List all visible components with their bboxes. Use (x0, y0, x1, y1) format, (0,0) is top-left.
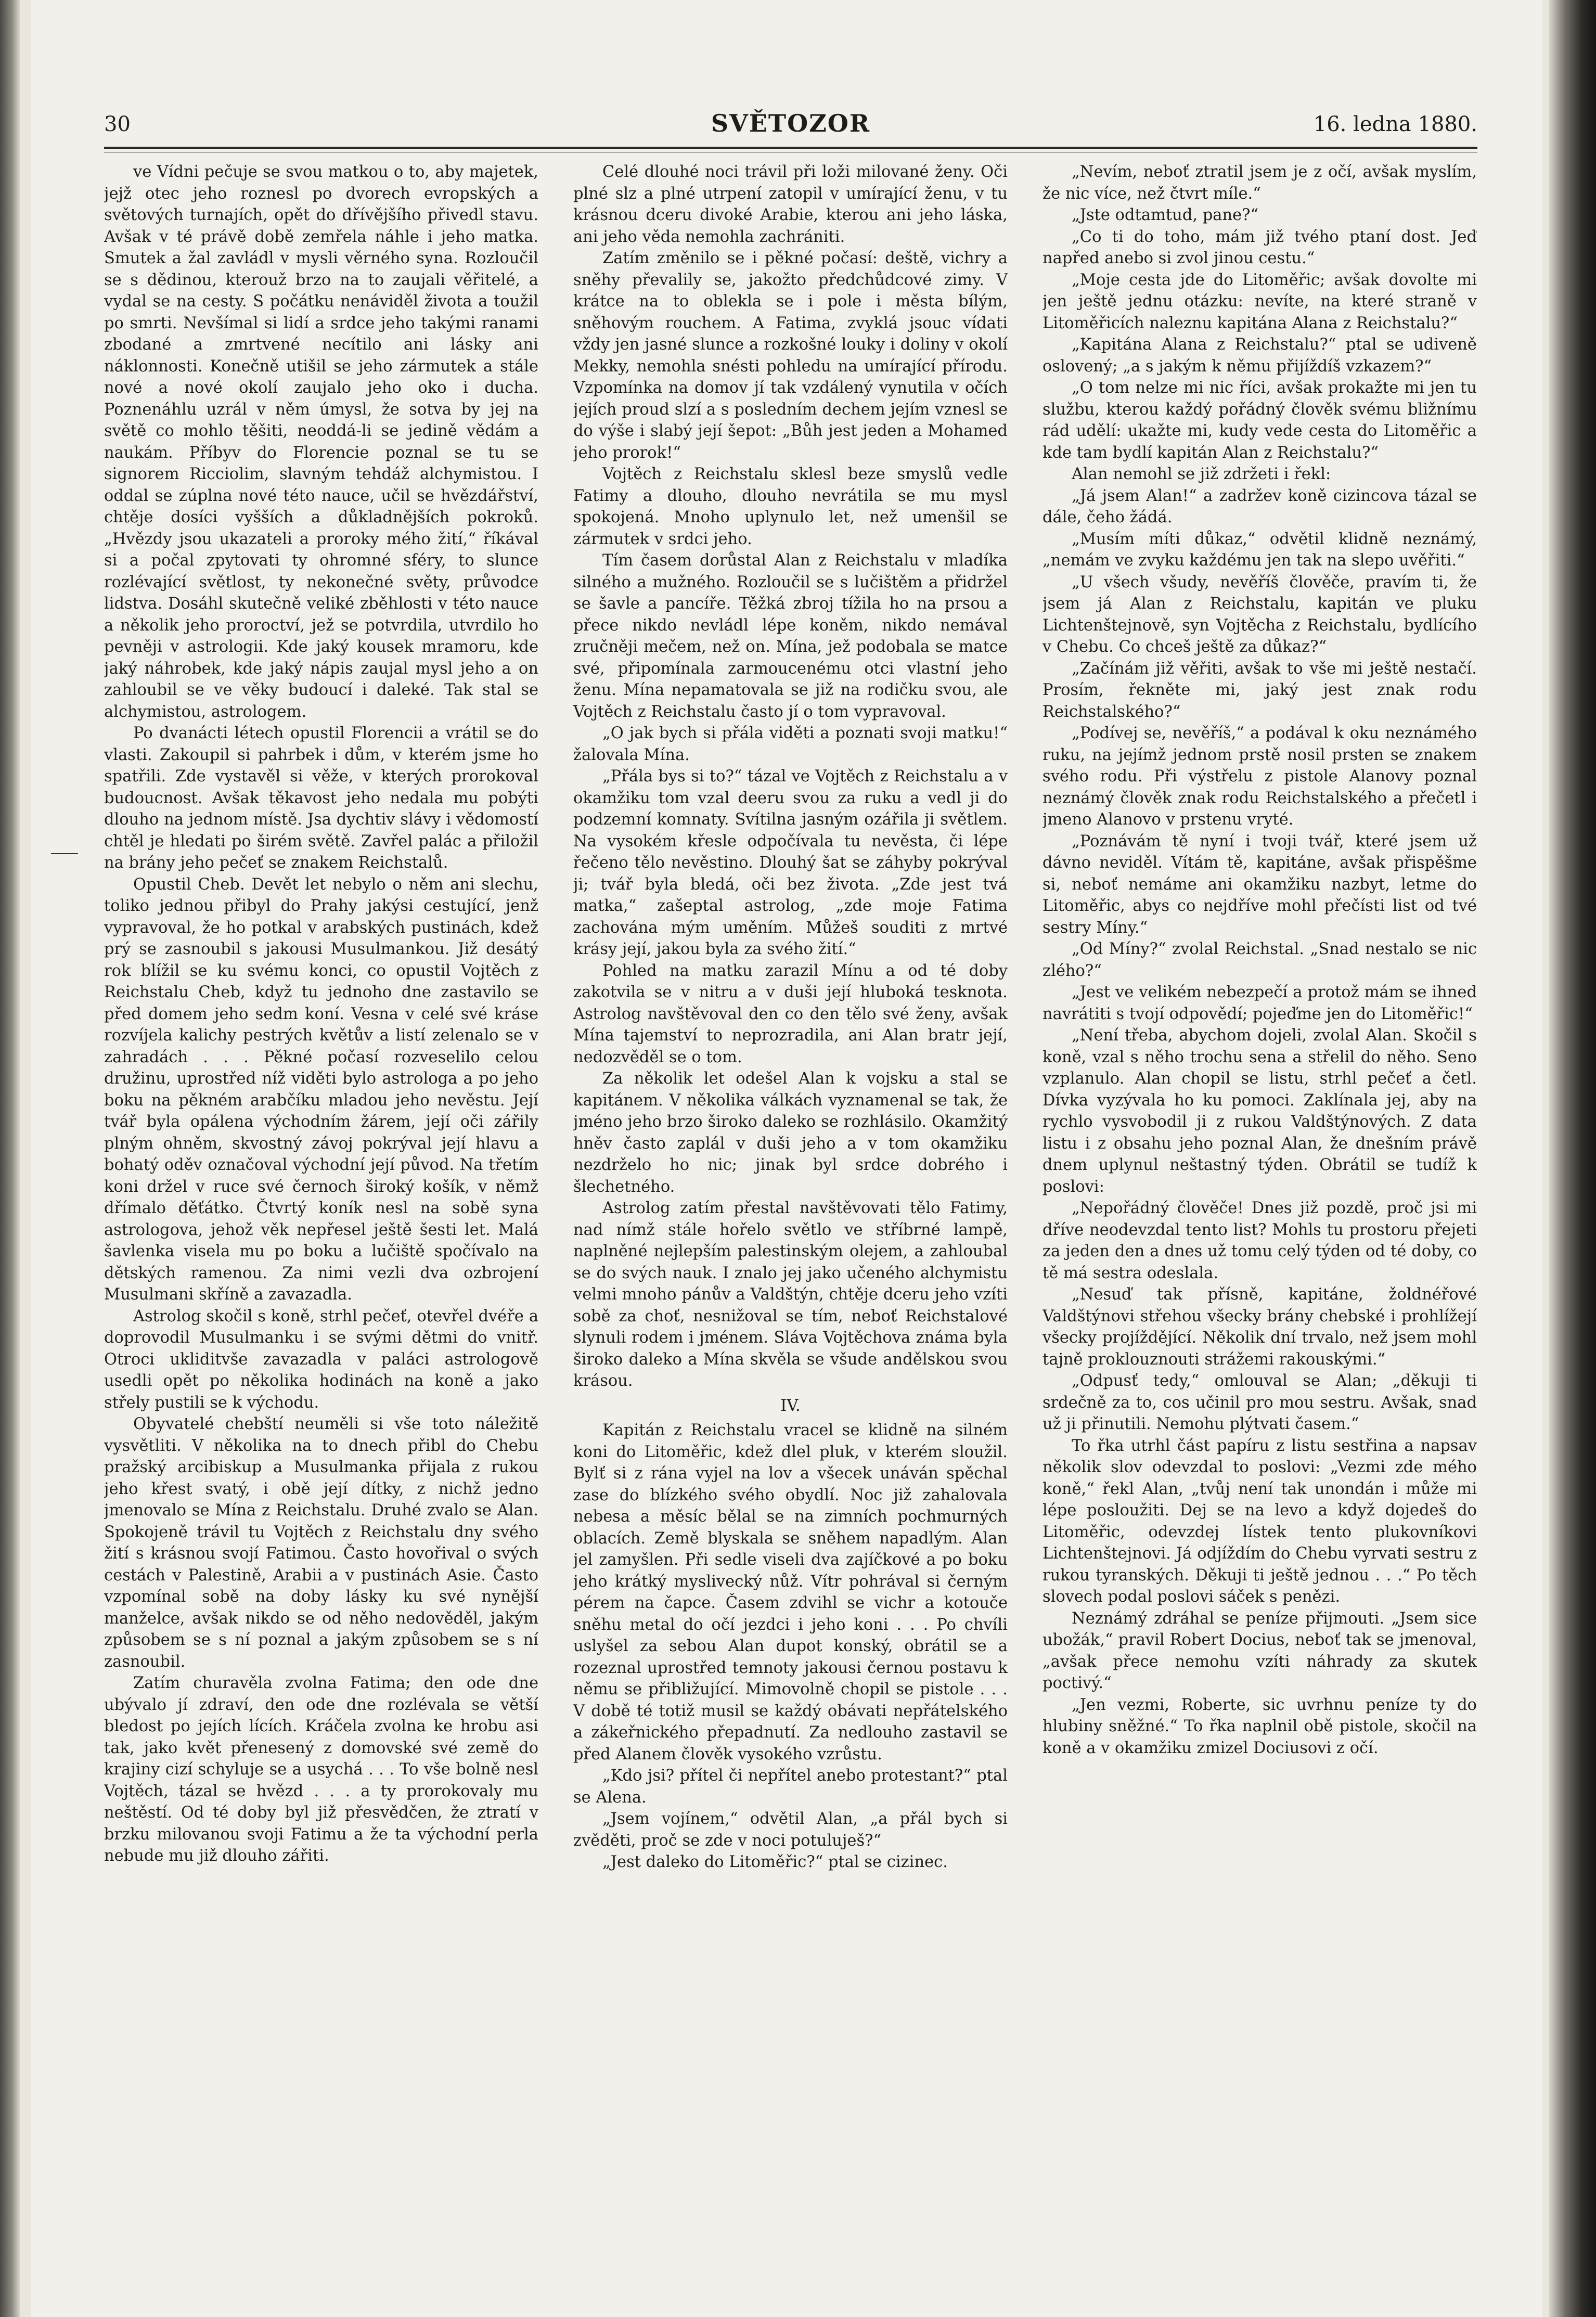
header-rule (104, 147, 1477, 149)
paragraph: „Podívej se, nevěříš,“ a podával k oku neznámého ruku, na jejímž jednom prstě nosil prsten se znakem svého rodu. Při výstřelu z pistole Alanovy poznal neznámý člověk znak rodu Reichstalského a přečetl i jmeno Alanovo v prstenu vryté. (1042, 724, 1477, 829)
paragraph: Zatím churavěla zvolna Fatima; den ode dne ubývalo jí zdraví, den ode dne rozlévala se větší bledost po jejích lících. Kráčela zvolna ke hrobu asi tak, jako květ přenesený z domovské své země do krajiny cizí schyluje se a usychá . . . To vše bolně nesl Vojtěch, tázal se hvězd . . . a ty prorokovaly mu neštěstí. Od té doby byl již přesvědčen, že ztratí v brzku milovanou svoji Fatimu a že ta východní perla nebude mu již dlouho zářiti. (104, 1674, 538, 1865)
paragraph: Kapitán z Reichstalu vracel se klidně na silném koni do Litoměřic, kdež dlel pluk, v kterém sloužil. Bylť si z rána vyjel na lov a všecek unáván spěchal zase do blízkého svého obydlí. Noc již zahalovala nebesa a měsíc bělal se na zimních pochmurných oblacích. Země blyskala se sněhem napadlým. Alan jel zamyšlen. Při sedle viseli dva zajíčkové a po boku jeho krátký myslivecký nůž. Vítr pohrával si černým pérem na čapce. Časem zdvihl se vichr a kotouče sněhu metal do očí jezdci i jeho koni . . . Po chvíli uslyšel za sebou Alan dupot konský, obrátil se a rozeznal uprostřed temnoty jakousi černou postavu k němu se přibližující. Mimovolně chopil se pistole . . . V době té totiž musil se každý obávati nepřátelského a zákeřnického přepadnutí. Za nedlouho zastavil se před Alanem člověk vysokého vzrůstu. (573, 1421, 1008, 1764)
paragraph: „Jsem vojínem,“ odvětil Alan, „a přál bych si zvěděti, proč se zde v noci potuluješ?“ (573, 1810, 1008, 1850)
margin-mark (51, 853, 78, 854)
paragraph: Celé dlouhé noci trávil při loži milované ženy. Oči plné slz a plné utrpení zatopil v umírající ženu, v tu krásnou dceru divoké Arabie, kterou ani jeho láska, ani jeho věda nemohla zachrániti. (573, 163, 1008, 246)
paragraph: „Moje cesta jde do Litoměřic; avšak dovolte mi jen ještě jednu otázku: nevíte, na které straně v Litoměřicích naleznu kapitána Alana z Reichstalu?“ (1042, 271, 1477, 332)
paragraph: Astrolog skočil s koně, strhl pečeť, otevřel dvéře a doprovodil Musulmanku i se svými dětmi do vnitř. Otroci ukliditvše zavazadla v paláci astrologově usedli opět po několika hodinách na koně a jako střely pustili se k východu. (104, 1307, 538, 1412)
paragraph: „Jste odtamtud, pane?“ (1072, 206, 1259, 224)
paragraph: Alan nemohl se již zdržeti i řekl: (1072, 465, 1331, 483)
paragraph: „Kapitána Alana z Reichstalu?“ ptal se udiveně oslovený; „a s jakým k němu přijíždíš vzkazem?“ (1042, 336, 1477, 376)
paragraph: „Jest daleko do Litoměřic?“ ptal se cizinec. (602, 1853, 948, 1871)
scan-edge-shadow (1549, 0, 1596, 2317)
paragraph: Za několik let odešel Alan k vojsku a stal se kapitánem. V několika válkách vyznamenal se tak, že jméno jeho brzo široko daleko se rozhlásilo. Okamžitý hněv často zaplál v duši jeho a v tom okamžiku nezdrželo ho nic; jinak byl srdce dobrého i šlechetného. (573, 1070, 1008, 1196)
paragraph: „Nevím, neboť ztratil jsem je z očí, avšak myslím, že nic více, než čtvrt míle.“ (1042, 163, 1477, 203)
column-3 (1042, 161, 1477, 2242)
masthead-title: SVĚTOZOR (711, 109, 871, 137)
section-heading: IV. (780, 1396, 801, 1415)
paragraph: „Odpusť tedy,“ omlouval se Alan; „děkuji ti srdečně za to, cos učinil pro mou sestru. Avšak, snad už ji přinutili. Nemohu plýtvati časem.“ (1042, 1372, 1477, 1433)
paragraph: „Poznávám tě nyní i tvoji tvář, které jsem už dávno neviděl. Vítám tě, kapitáne, avšak přispěšme si, neboť nemáme ani okamžiku nazbyt, letme do Litoměřic, abys co nejdříve mohl přečísti list od tvé sestry Míny.“ (1042, 832, 1477, 937)
paragraph: „Začínám již věřiti, avšak to vše mi ještě nestačí. Prosím, řekněte mi, jaký jest znak rodu Reichstalského?“ (1042, 659, 1477, 721)
paragraph: „U všech všudy, nevěříš člověče, pravím ti, že jsem já Alan z Reichstalu, kapitán ve pluku Lichtenštejnově, syn Vojtěcha z Reichstalu, bydlícího v Chebu. Co chceš ještě za důkaz?“ (1042, 573, 1477, 656)
paragraph: „Jen vezmi, Roberte, sic uvrhnu peníze ty do hlubiny sněžné.“ To řka naplnil obě pistole, skočil na koně a v okamžiku zmizel Dociusovi z očí. (1042, 1695, 1477, 1757)
paragraph: „Nepořádný člověče! Dnes již pozdě, proč jsi mi dříve neodevzdal tento list? Mohls tu prostoru přejeti za jeden den a dnes už tomu celý týden od té doby, co tě má sestra odeslala. (1042, 1199, 1477, 1282)
column-1 (104, 161, 538, 2242)
paragraph: „Musím míti důkaz,“ odvětil klidně neznámý, „nemám ve zvyku každému jen tak na slepo uvěřiti.“ (1042, 530, 1477, 570)
paragraph: „Kdo jsi? přítel či nepřítel anebo protestant?“ ptal se Alena. (573, 1767, 1008, 1807)
paragraph: Po dvanácti létech opustil Florencii a vrátil se do vlasti. Zakoupil si pahrbek i dům, v kterém jsme ho spatřili. Zde vystavěl si věže, v kterých prorokoval budoucnost. Avšak těkavost jeho nedala mu pobýti dlouho na jednom místě. Jsa dychtiv slávy i vědomostí chtěl je hledati po širém světě. Zavřel palác a přiložil na brány jeho pečeť se znakem Reichstalů. (104, 724, 538, 872)
page-number: 30 (104, 112, 131, 136)
paragraph: To řka utrhl část papíru z listu sestřina a napsav několik slov odevzdal to poslovi: „Vezmi zde mého koně,“ řekl Alan, „tvůj není tak unondán i může mi lépe posloužiti. Dej se na levo a když dojedeš do Litoměřic, odevzdej lístek tento plukovníkovi Lichtenštejnovi. Já odjíždím do Chebu vyrvati sestru z rukou tyranských. Děkuji ti ještě jednou . . .“ Po těch slovech podal poslovi sáček s penězi. (1042, 1436, 1477, 1606)
paragraph: ve Vídni pečuje se svou matkou o to, aby majetek, jejž otec jeho roznesl po dvorech evropských a světových turnajích, opět do dřívějšího přivedl stavu. Avšak v té právě době zemřela náhle i jeho matka. Smutek a žal zavládl v mysli věrného syna. Rozloučil se s dědinou, kterouž brzo na to zaujali věřitelé, a vydal se na cesty. S počátku nenáviděl života a toužil po smrti. Nevšímal si lidí a srdce jeho takými ranami zbodané a zmrtvené necítilo ani lásky ani náklonnosti. Konečně utišil se jeho zármutek a stále nové a nové okolí zaujalo jeho oko i ducha. Poznenáhlu uzrál v něm úmysl, že sotva by jej na světě co mohlo těšiti, neoddá-li se jedině vědám a naukám. Příbyv do Florencie poznal se tu se signorem Ricciolim, slavným tehdáž alchymistou. I oddal se zúplna nové této nauce, učil se hvězdářství, chtěje dosíci vyšších a důkladnějších pokroků. „Hvězdy jsou ukazateli a proroky mého žití,“ říkával si a počal zpytovati ty ohromné sféry, to slunce rozlévající světlost, ty nekonečné světy, průvodce lidstva. Dosáhl skutečně veliké zběhlosti v této nauce a několik jeho proroctví, jež se potvrdila, utvrdilo ho pevněji v astrologii. Kde jaký kousek mramoru, kde jaký náhrobek, kde jaký nápis zaujal mysl jeho a on zahloubil se ve věky budoucí i daleké. Tak stal se alchymistou, astrologem. (104, 163, 538, 721)
paragraph: Obyvatelé chebští neuměli si vše toto náležitě vysvětliti. V několika na to dnech přibl do Chebu pražský arcibiskup a Musulmanka přijala z rukou jeho křest svatý, i obě její dítky, z nichž jedno jmenovalo se Mína z Reichstalu. Druhé zvalo se Alan. Spokojeně trávil tu Vojtěch z Reichstalu dny svého žití s krásnou svojí Fatimou. Často hovořival o svých cestách v Palestině, Arabii a v pustinách Asie. Často vzpomínal sobě na doby lásky ku své nynější manželce, avšak nikdo se od něho nedověděl, jakým způsobem se s ní poznal a jakým způsobem se s ní zasnoubil. (104, 1415, 538, 1671)
paragraph: „O tom nelze mi nic říci, avšak prokažte mi jen tu službu, kterou každý pořádný člověk svému bližnímu rád udělí: ukažte mi, kudy vede cesta do Litoměřic a kde tam bydlí kapitán Alan z Reichstalu?“ (1042, 379, 1477, 462)
paragraph: „Já jsem Alan!“ a zadržev koně cizincova tázal se dále, čeho žádá. (1042, 486, 1477, 526)
paragraph: Neznámý zdráhal se peníze přijmouti. „Jsem sice ubožák,“ pravil Robert Docius, neboť tak se jmenoval, „avšak přece nemohu vzíti náhrady za skutek poctivý.“ (1042, 1609, 1477, 1692)
paragraph: „Od Míny?“ zvolal Reichstal. „Snad nestalo se nic zlého?“ (1042, 940, 1477, 980)
paragraph: Tím časem dorůstal Alan z Reichstalu v mladíka silného a mužného. Rozloučil se s lučištěm a přidržel se šavle a pancíře. Těžká zbroj tížila ho na prsou a přece nikdo nevládl lépe koněm, nikdo nemával zručněji mečem, než on. Mína, jež podobala se matce své, připomínala zarmoucenému otci vlastní jeho ženu. Mína nepamatovala se již na rodičku svou, ale Vojtěch z Reichstalu často jí o tom vypravoval. (573, 551, 1008, 721)
paragraph: Zatím změnilo se i pěkné počasí: deště, vichry a sněhy převalily se, jakožto předchůdcové zimy. V krátce na to oblekla se i pole i města bílým, sněhovým rouchem. A Fatima, zvyklá jsouc vídati vždy jen jasné slunce a rozkošné louky i doliny v okolí Mekky, nemohla snésti pohledu na umírající přírodu. Vzpomínka na domov jí tak vzdálený vynutila v očích jejích proud slzí a s posledním dechem jejím vznesl se do výše i slabý její šepot: „Bůh jest jeden a Mohamed jeho prorok!“ (573, 249, 1008, 462)
paragraph: „O jak bych si přála viděti a poznati svoji matku!“ žalovala Mína. (573, 724, 1008, 764)
paragraph: Vojtěch z Reichstalu sklesl beze smyslů vedle Fatimy a dlouho, dlouho nevrátila se mu mysl spokojená. Mnoho uplynulo let, než umenšil se zármutek v srdci jeho. (573, 465, 1008, 548)
scan-binding-shadow (0, 0, 20, 2317)
paragraph: Pohled na matku zarazil Mínu a od té doby zakotvila se v nitru a v duši její hluboká tesknota. Astrolog navštěvoval den co den tělo své ženy, avšak Mína tajemství to neprozradila, ani Alan bratr její, nedozvěděl se o tom. (573, 961, 1008, 1066)
paragraph: „Jest ve velikém nebezpečí a protož mám se ihned navrátiti s tvojí odpovědí; pojeďme jen do Litoměřic!“ (1042, 983, 1477, 1023)
issue-date: 16. ledna 1880. (1313, 112, 1477, 136)
paragraph: „Nesuď tak přísně, kapitáne, žoldnéřové Valdštýnovi střehou všecky brány chebské i prohlížejí všecky projíždějící. Několik dní trvalo, než jsem mohl tajně proklouznouti strážemi rakouskými.“ (1042, 1285, 1477, 1369)
paragraph: Opustil Cheb. Devět let nebylo o něm ani slechu, toliko jednou přibyl do Prahy jakýsi cestující, jenž vypravoval, že ho potkal v arabských pustinách, kdež prý se zasnoubil s jakousi Musulmankou. Již desátý rok blížil se ku svému konci, co opustil Vojtěch z Reichstalu Cheb, když tu jednoho dne zastavilo se před domem jeho sedm koní. Vesna v celé své kráse rozvíjela kalichy pestrých květův a listí zelenalo se v zahradách . . . Pěkné počasí rozveselilo celou družinu, uprostřed níž viděti bylo astrologa a po jeho boku na pěkném arabčíku mladou jeho nevěstu. Její tvář byla opálena východním žárem, její oči zářily plným ohněm, skvostný závoj pokrýval její hlavu a bohatý oděv označoval východní její původ. Na třetím koni držel v ruce své černoch široký košík, v němž dřímalo děťátko. Čtvrtý koník nesl na sobě syna astrologova, jehož věk nepřesel ještě šesti let. Malá šavlenka visela mu po boku a lučiště spočívalo na dětských ramenou. Za nimi vezli dva ozbrojení Musulmani skříně a zavazadla. (104, 875, 538, 1304)
paragraph: „Co ti do toho, mám již tvého ptaní dost. Jeď napřed anebo si zvol jinou cestu.“ (1042, 227, 1477, 267)
paragraph: „Není třeba, abychom dojeli, zvolal Alan. Skočil s koně, vzal s něho trochu sena a střelil do něho. Seno vzplanulo. Alan chopil se listu, strhl pečeť a četl. Dívka vyzývala ho ku pomoci. Zaklínala jej, aby na rychlo vysvobodil ji z rukou Valdštýnových. Z data listu i z obsahu jeho poznal Alan, že dnešním právě dnem uplynul neštastný týden. Obrátil se tudíž k poslovi: (1042, 1026, 1477, 1196)
column-2 (573, 161, 1008, 2242)
page-header (104, 109, 1477, 146)
paragraph: „Přála bys si to?“ tázal ve Vojtěch z Reichstalu a v okamžiku tom vzal deeru svou za ruku a vedl ji do podzemní komnaty. Svítilna jasným ozářila ji světlem. Na vysokém křesle odpočívala tu nevěsta, či lépe řečeno tělo nevěstino. Dlouhý šat se záhyby pokrýval ji; tvář byla bledá, oči bez života. „Zde jest tvá matka,“ zašeptal astrolog, „zde moje Fatima zachována mým uměním. Můžeš souditi z mrtvé krásy její, jakou byla za svého žití.“ (573, 767, 1008, 958)
paragraph: Astrolog zatím přestal navštěvovati tělo Fatimy, nad nímž stále hořelo světlo ve stříbrné lampě, naplněné nejlepším palestinským olejem, a zahloubal se do svých nauk. I znalo jej jako učeného alchymistu velmi mnoho pánův a Valdštýn, chtěje dceru jeho vzíti sobě za choť, nesnižoval se tím, neboť Reichstalové slynuli rodem i jménem. Sláva Vojtěchova známa byla široko daleko a Mína skvěla se všude andělskou svou krásou. (573, 1199, 1008, 1390)
